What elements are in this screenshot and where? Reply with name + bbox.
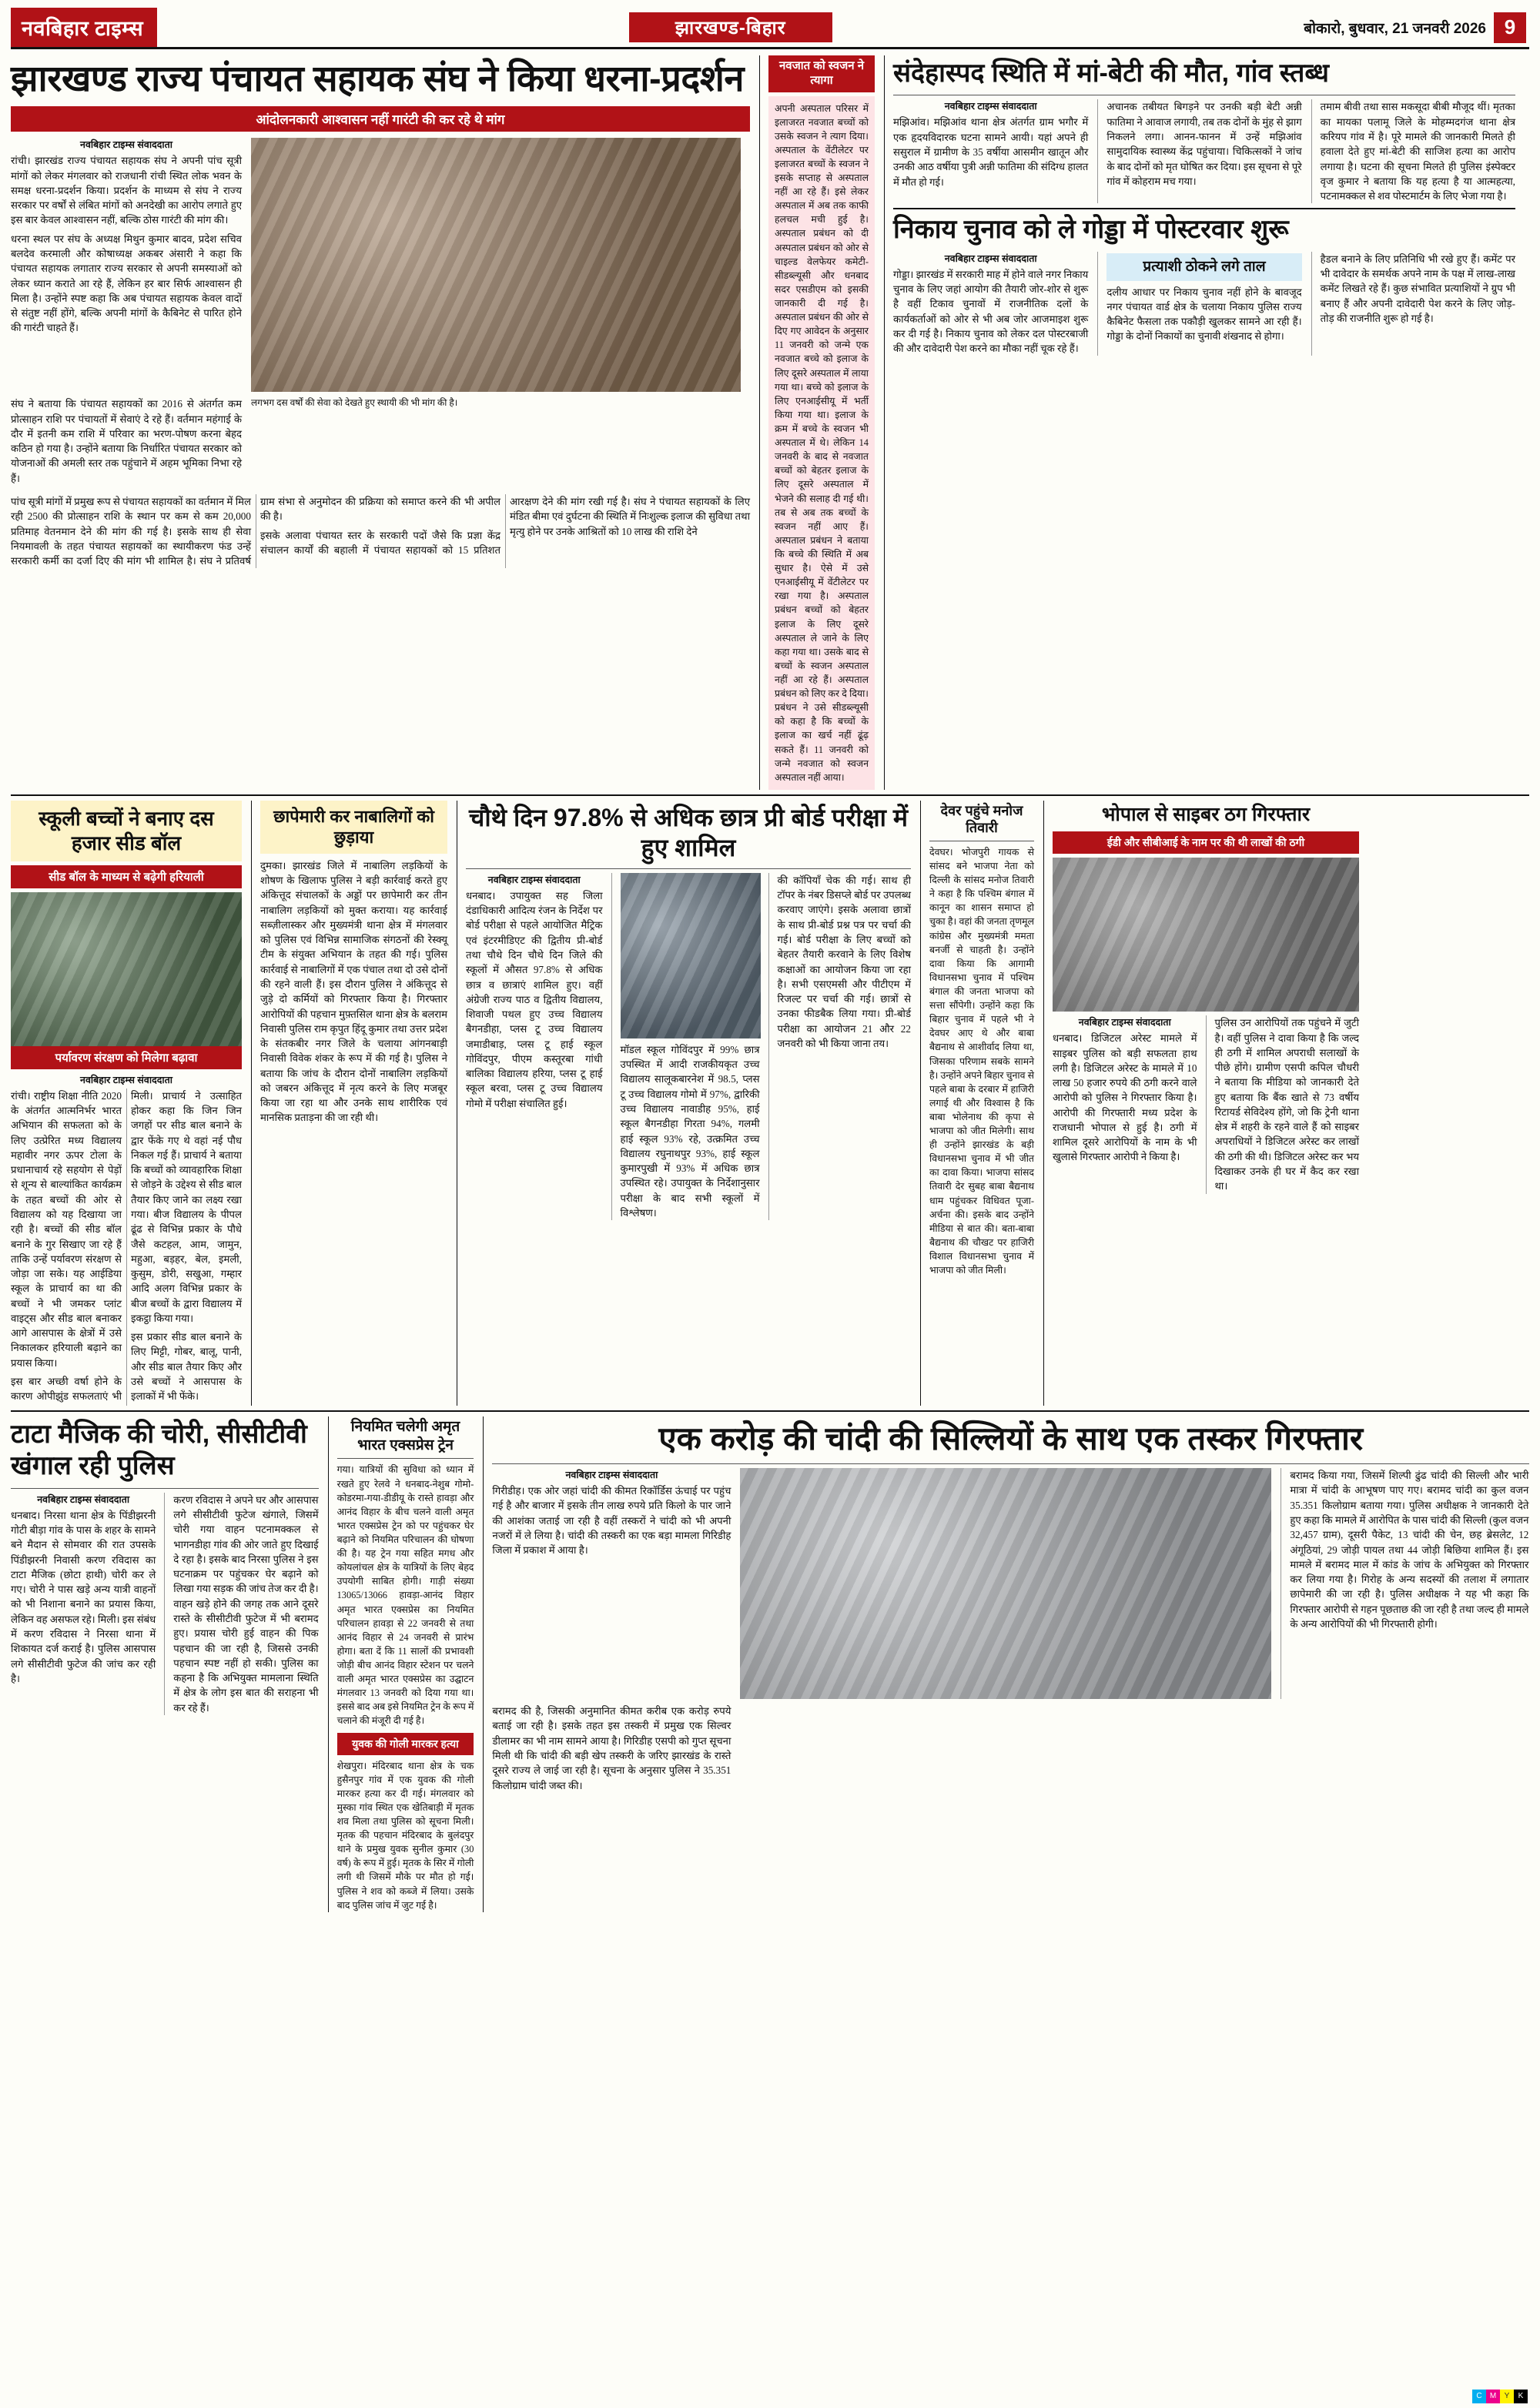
murder-headline: युवक की गोली मारकर हत्या (337, 1733, 474, 1755)
train-body: गया। यात्रियों की सुविधा को ध्यान में रखते हुए रेलवे ने धनबाद-नेशुब गोमो-कोडरमा-गया-डीडीयू के रास्ते हावड़ा और आनंद विहार के बीच चलने वाली अमृत भारत एक्सप्रेस ट्रेन को पर पहुंचकर घेर बढ़ाने को नियमित परिचालन की घोषणा की है। यह ट्रेन गया सहित मगध और कोयलांचल क्षेत्र के यात्रियों के लिए बेहद उपयोगी साबित होगी। गाड़ी संख्या 13065/13066 हावड़ा-आनंद विहार अमृत भारत एक्सप्रेस का नियमित परिचालन हावड़ा से 22 जनवरी से तथा आनंद विहार से 24 जनवरी से प्रारंभ होगा। बता दें कि 11 सालों की प्रभावशी जोड़ी बीच आनंद विहार स्टेशन पर चलने वाली अमृत भारत एक्सप्रेस का उद्घाटन मंगलवार 13 जनवरी को दिया गया था। इससे बाद अब इसे नियमित ट्रेन के रूप में चलाने की मंजूरी दी गई है। (336, 1464, 474, 1727)
lead-story (11, 55, 750, 790)
zone-bottom (11, 1416, 1529, 1912)
story-raid-minors (251, 801, 447, 1406)
story-preboard-exam (457, 801, 911, 1406)
silver-headline: एक करोड़ की चांदी की सिल्लियों के साथ एक तस्कर गिरफ्तार (658, 1420, 1364, 1457)
cyber-col-1: धनबाद। डिजिटल अरेस्ट मामले में साइबर पुलिस को बड़ी सफलता हाथ लगी है। डिजिटल अरेस्ट के मामले में 10 लाख 50 हजार रुपये की ठगी करने वाले आरोपी को पुलिस ने गिरफ्तार किया है। आरोपी की गिरफ्तारी मध्य प्रदेश के राजधानी भोपाल से हुई है। ठगी में शामिल दूसरे आरोपियों के नाम के भी खुलासे गिरफ्तार आरोपी ने किया है। (1053, 1032, 1197, 1163)
lead-photo (251, 138, 741, 392)
raid-headline: छापेमारी कर नाबालिगों को छुड़ाया (273, 806, 434, 848)
preboard-headline: चौथे दिन 97.8% से अधिक छात्र प्री बोर्ड परीक्षा में हुए शामिल (469, 803, 908, 861)
lead-para-1: रांची। झारखंड राज्य पंचायत सहायक संघ ने अपनी पांच सूत्री मांगों को लेकर मंगलवार को राजधानी रांची स्थित लोक भवन के समक्ष धरना-प्रदर्शन किया। प्रदर्शन के माध्यम से संघ ने राज्य सरकार पर वर्षों से लंबित मांगों को अनदेखी का आरोप लगाते हुए इस बार केवल आश्वासन नहीं, बल्कि ठोस गारंटी की मांग की। (11, 155, 242, 226)
color-registration-bar (1472, 2390, 1528, 2403)
masthead-right (1304, 8, 1529, 47)
cyber-headline: भोपाल से साइबर ठग गिरफ्तार (1101, 803, 1311, 825)
lead-headline: झारखण्ड राज्य पंचायत सहायक संघ ने किया धरना-प्रदर्शन (11, 58, 744, 99)
masthead (11, 8, 1529, 49)
seed-col-2: इस बार अच्छी वर्षा होने के कारण ओपीझुंड सफलताएं भी मिली। प्राचार्य ने उत्साहित होकर कहा कि जिन जिन जगहों पर सीड बाल बनाने के द्वार फेंके गए थे वहां नई पौध निकल गई हैं। प्राचार्य ने बताया कि बच्चों को व्यावहारिक शिक्षा से जोड़ने के उद्देश्य से सीड बाल तैयार किए जाने का लक्ष्य रखा गया। बीज विद्यालय के पीपल ढूंढ से विभिन्न प्रकार के पौधे जैसे कटहल, आम, जामुन, महुआ, बड़हर, बेल, इमली, कुसुम, डोरी, सखुआ, गम्हार आदि अलग विभिन्न प्रकार के बीज बच्चों के द्वारा विद्यालय में इकट्ठा किया गया। (11, 1089, 242, 1403)
cyber-col-2: पुलिस उन आरोपियों तक पहुंचने में जुटी है। वहीं पुलिस ने दावा किया है कि जल्द ही ठगी में शामिल अपराधी सलाखों के पीछे होंगे। ग्रामीण एसपी कपिल चौधरी ने बताया कि मीडिया को जानकारी देते हुए बताया कि बैंक खाते से 73 वर्षीय रिटायर्ड सेविदेश्य होंगे, जो कि ट्रेनी थाना क्षेत्र में शहरी के रहने वाले हैं को साइबर अपराधियों ने डिजिटल अरेस्ट कर लाखों की ठगी की थी। डिजिटल अरेस्ट कर भय दिखाकर उनके ही घर में कैद कर रखा था। (1214, 1017, 1359, 1192)
story-mother-daughter-death (884, 55, 1515, 790)
silver-col-3: बरामद किया गया, जिसमें शिल्पी ढुंढ चांदी की सिल्ली और भारी मात्रा में चांदी के आभूषण पाए गए। बरामद चांदी का कुल वजन 35.351 किलोग्राम बताया गया। पुलिस अधीक्षक ने जानकारी देते हुए कहा कि मामले में आरोपित के पास चांदी की सिल्ली (कुल वजन 32,457 ग्राम), दूसरी पैकेट, 13 चांदी की चेन, छह ब्रेसलेट, 12 अंगूठियां, 29 जोड़ी पायल तथा 44 जोड़ी बिछिया शामिल हैं। इस मामले में बरामद माल में कांड के जांच के अभियुक्त को गिरफ्तार कर लिया गया है। गिरोह के अन्य सदस्यों की तलाश में लगातार छापेमारी की जा रही है। पुलिस अधीक्षक ने यह भी कहा कि गिरफ्तार आरोपी से गहन पूछताछ की जा रही है तथा जल्द ही मामले के अन्य आरोपियों की भी गिरफ्तारी होगी। (1290, 1470, 1529, 1630)
mother-daughter-headline: संदेहास्पद स्थिति में मां-बेटी की मौत, गांव स्तब्ध (893, 59, 1329, 88)
publication-date: बोकारो, बुधवार, 21 जनवरी 2026 (1304, 20, 1486, 37)
lead-para-5: इसके अलावा पंचायत स्तर के सरकारी पदों जैसे कि प्रज्ञा केंद्र संचालन कार्यों की बहाली में पंचायत सहायकों को 15 प्रतिशत आरक्षण देने की मांग रखी गई है। संघ ने पंचायत सहायकों के लिए मंडित बीमा एवं दुर्घटना की स्थिति में निःशुल्क इलाज की सुविधा तथा मृत्यु होने पर उनके आश्रितों को 10 लाख की राशि देने (260, 495, 750, 556)
seed-caption-bar: पर्यावरण संरक्षण को मिलेगा बढ़ावा (11, 1046, 242, 1069)
story-amrit-bharat-train (328, 1416, 474, 1912)
raid-headline-box (260, 801, 447, 854)
nikay-blue-head: प्रत्याशी ठोकने लगे ताल (1106, 253, 1301, 281)
raid-body: दुमका। झारखंड जिले में नाबालिग लड़कियों के शोषण के खिलाफ पुलिस ने बड़ी कार्रवाई करते हुए अंकित्तूद संचालकों के अड्डों पर छापेमारी कर तीन नाबालिग लड़कियों को मुक्त कराया। यह कार्रवाई सब्ज़ीलास्कर और मुख्यमंत्री थाना क्षेत्र में मंगलवार को पुलिस एवं विभिन्न सामाजिक संगठनों की रेस्क्यू टीम के संयुक्त अभियान के तहत की गई। पुलिस कार्रवाई से नाबालिगों में एक पंचाल तथा दो उसे दोनों की रहने वाली हैं। इस दौरान पुलिस ने अंकित्तूद से जुड़े दो कर्मियों को गिरफ्तार किया है। गिरफ्तार आरोपियों की पहचान मुफ़्तसिल थाना क्षेत्र के बलराम निवासी पुलिस राम कृपुत हिंदू कुमार तथा उत्तर प्रदेश के संतकबीर नगर जिले के चलाया आंगनबाड़ी निवासी विवेक शंकर के रूप में की गई है। पुलिस ने बताया कि जांच के दौरान दोनों नाबालिग लड़कियों को जबरन अंकित्तूद में नृत्य करने के लिए मजबूर किया जा रहा था और उनके साथ शारीरिक एवं मानसिक प्रताड़ना की जा रही थी। (260, 859, 447, 1124)
nikay-col-3: हैडल बनाने के लिए प्रतिनिधि भी रखे हुए हैं। कमेंट पर भी दावेदार के समर्थक अपने नाम के पक्ष में लाख-लाख कमेंट लिखते रहे हैं। कुछ संभावित प्रत्याशियों ने ग्रुप भी बनाए हैं और अपनी दावेदारी पेश करने के लिए जोड़-तोड़ की राजनीति शुरू हो गई है। (1320, 253, 1515, 324)
newborn-headline: नवजात को स्वजन ने त्यागा (768, 55, 875, 92)
lead-para-3: संघ ने बताया कि पंचायत सहायकों का 2016 से अंतर्गत कम प्रोत्साहन राशि पर पंचायतों में सेवाएं दे रहे हैं। वर्तमान महंगाई के दौर में इतनी कम राशि में परिवार का भरण-पोषण करना बेहद कठिन हो गया है। उन्होंने बताया कि निर्धारित पंचायत सरकार को योजनाओं की अमली स्तर तक पहुंचाने में अहम भूमिका निभा रहे हैं। (11, 398, 242, 484)
story-manoj-tiwari (920, 801, 1034, 1406)
preboard-byline: नवबिहार टाइम्स संवाददाता (487, 874, 581, 885)
color-swatch-c: C (1472, 2390, 1486, 2403)
tata-col-2: करण रविदास ने अपने घर और आसपास लगे सीसीटीवी फुटेज खंगाले, जिसमें चोरी गया वाहन पटनामक्कल से भागनडीहा गांव की ओर जाते हुए दिखाई दे रहा है। इसके बाद निरसा पुलिस ने इस घटनाक्रम पर पहुंचकर घेर बढ़ाने को लिखा गया सड़क की जांच तेज कर दी है। वाहन खड़े होने की जगह तक आने दूसरे रास्ते के सीसीटीवी फुटेज में भी बरामद हुए। प्रयास चोरी हुई वाहन की पिक पहचान की जा रही है, जिससे उनकी पहचान स्पष्ट नहीं हो सकी। पुलिस का कहना है कि अभियुक्त मामलाना स्थिति में क्षेत्र के लोग इस बात की सराहना भी कर रहे हैं। (173, 1493, 319, 1714)
seed-redbar: सीड बॉल के माध्यम से बढ़ेगी हरियाली (11, 865, 242, 888)
murder-body: शेखपुरा। मंदिरबाद थाना क्षेत्र के चक हुसैनपुर गांव में एक युवक की गोली मारकर हत्या कर दी गई। मंगलवार को मुस्का गांव स्थित एक खेतिबाड़ी में मृतक शव मिला तथा पुलिस को सूचना मिली। मृतक की पहचान मंदिरबाद के बुलंदपुर थाने के प्रमुख युवक सुनील कुमार (30 वर्ष) के रूप में हुई। मृतक के सिर में गोली लगी थी जिसमें मौके पर मौत हो गई। पुलिस ने शव को कब्जे में लिया। उसके बाद पुलिस जांच में जुट गई है। (336, 1760, 474, 1911)
story-silver-smuggler (483, 1416, 1529, 1912)
tata-byline: नवबिहार टाइम्स संवाददाता (37, 1493, 130, 1505)
story-nikay-election (893, 214, 1515, 356)
silver-col-2: बरामद की है, जिसकी अनुमानित कीमत करीब एक करोड़ रुपये बताई जा रही है। इसके तहत इस तस्करी में प्रमुख एक सिल्वर डीलामर का भी नाम सामने आया है। गिरिडीह एसपी को गुप्त सूचना मिली थी कि चांदी की बड़ी खेप तस्करी के जरिए झारखंड के रास्ते दूसरे राज्य ले जाई जा रही है। सूचना के अनुसार पुलिस ने 35.351 किलोग्राम चांदी जब्त की। (492, 1705, 732, 1791)
color-swatch-k: K (1514, 2390, 1528, 2403)
newspaper-logo: नवबिहार टाइम्स (11, 8, 157, 47)
preboard-col-2: मॉडल स्कूल गोविंदपुर में 99% छात्र उपस्थित में आदी राजकीयकृत उच्च विद्यालय सालूकबारनेश में 98.5, प्लस टू उच्च विद्यालय गोमो में 97%, द्वारिकी उच्च विद्यालय नावाडीह 95%, हाई स्कूल बैगनडीहा गिरता 94%, गलमी हाई स्कूल 93% रहे, उत्क्रमित उच्च विद्यालय रघुनाथपुर 93%, हाई स्कूल कुमारपुखी में 93% में अधिक छात्र उपस्थित रहे। उपायुक्त के निर्देशानुसार परीक्षा के बाद सभी स्कूलों में विश्लेषण। (620, 1043, 760, 1219)
cyber-redbar: ईडी और सीबीआई के नाम पर की थी लाखों की ठगी (1053, 831, 1359, 854)
preboard-col-3: की कॉपियाँ चेक की गई। साथ ही टॉपर के नंबर डिसप्ले बोर्ड पर उपलब्ध करवाए जाएंगे। इसके अलावा छात्रों के साथ प्री-बोर्ड प्रश्न पत्र पर चर्चा की गई। बोर्ड परीक्षा के लिए बच्चों को बेहतर तैयारी करवाने के लिए विशेष कक्षाओं का आयोजन किया जा रहा है। सभी एसएमसी और पीटीएम में रिजल्ट पर चर्चा की गई। छात्रों से उनका फीडबैक लिया गया। प्री-बोर्ड परीक्षा का आयोजन 21 और 22 जनवरी को भी किया जाना तय। (777, 874, 911, 1049)
color-swatch-m: M (1486, 2390, 1500, 2403)
train-headline: नियमित चलेगी अमृत भारत एक्सप्रेस ट्रेन (350, 1418, 460, 1453)
nikay-col-1: गोड्डा। झारखंड में सरकारी माह में होने वाले नगर निकाय चुनाव के लिए जहां आयोग की तैयारी जोर-शोर से शुरू है वहीं टिकाव चुनावों में राजनीतिक दलों के कार्यकर्ताओं को ओर से भी अब जोर आजमाइश शुरू कर दी गई है। निकाय चुनाव को लेकर दल पोस्टरबाजी की और दावेदारी पेश करने का मौका नहीं चूक रहे हैं। (893, 268, 1089, 355)
page-number: 9 (1494, 12, 1526, 43)
color-swatch-y: Y (1500, 2390, 1514, 2403)
manoj-body: देवघर। भोजपुरी गायक से सांसद बने भाजपा नेता को दिल्ली के सांसद मनोज तिवारी ने कहा है कि पश्चिम बंगाल में कानून का शासन समाप्त हो चुका है। वहां की जनता तृणमूल कांग्रेस और मुख्यमंत्री ममता बनर्जी से चाहती है। उन्होंने दावा किया कि आगामी विधानसभा चुनाव में पश्चिम बंगाल की जनता भाजपा को सत्ता सौंपेगी। उन्होंने कहा कि बिहार चुनाव में पहले भी ने देवघर आए थे और बाबा बैद्यनाथ से आशीर्वाद लिया था, जिसका परिणाम सबके सामने है। उन्होंने अपने बिहार चुनाव से पहले बाबा के दरबार में हाजिरी लगाई थी और विश्वास है कि बाबा भोलेनाथ की कृपा से भाजपा को जीत मिलेगी। साथ ही उन्होंने झारखंड के बड़ी विधानसभा चुनाव में भी जीत का दावा किया। भाजपा सांसद तिवारी देर सुबह बाबा बैद्यनाथ धाम पहुंचकर विधिवत पूजा-अर्चना की। इसके बाद उन्होंने मीडिया से बात की। बता-बाबा बैद्यनाथ की चौखट पर हाजिरी विशाल विधानसभा चुनाव में भाजपा को जीत मिली। (929, 846, 1034, 1276)
nikay-headline: निकाय चुनाव को ले गोड्डा में पोस्टरवार शुरू (893, 215, 1289, 245)
seed-col-3: इस प्रकार सीड बाल बनाने के लिए मिट्टी, गोबर, बालू, पानी, और सीड बाल तैयार किए और उसे बच्चों ने आसपास के इलाकों में भी फेंके। (131, 1331, 242, 1403)
seed-headline: स्कूली बच्चों ने बनाए दस हजार सीड बॉल (38, 806, 214, 855)
newborn-body: अपनी अस्पताल परिसर में इलाजरत नवजात बच्चों को उसके स्वजन ने त्याग दिया। अस्पताल के वेंटीलेटर पर इलाजरत बच्चों के स्वजन ने इसके सप्ताह से अस्पताल नहीं आ रहे हैं। इसे लेकर अस्पताल में अब तक काफी हलचल मची हुई है। अस्पताल प्रबंधन को दी अस्पताल प्रबंधन को ओर से चाइल्ड वेलफेयर कमेटी- सीडब्ल्यूसी और धनबाद सदर एसडीएम को इसकी जानकारी दी गई है। अस्पताल प्रबंधन की ओर से दिए गए आवेदन के अनुसार 11 जनवरी को जन्मे एक नवजात बच्चे को इलाज के लिए दूसरे अस्पताल में लाया गया था। बच्चे को इलाज के लिए एनआईसीयू में भर्ती किया गया था। इलाज के क्रम में बच्चे के स्वजन भी अस्पताल में थे। लेकिन 14 जनवरी के बाद से नवजात बच्चों को बेहतर इलाज के लिए दूसरे अस्पताल में भेजने की सलाह दी गई थी। तब से अब तक बच्चों के स्वजन नहीं आए हैं। अस्पताल प्रबंधन ने बताया कि बच्चे की स्थिति में अब सुधार है। ऐसे में उसे एनआईसीयू में वेंटीलेटर पर रखा गया है। अस्पताल प्रबंधन बच्चों को बेहतर इलाज के लिए दूसरे अस्पताल ले जाने के लिए कहा गया था। उसके बाद से बच्चों के स्वजन अस्पताल नहीं आ रहे हैं। अस्पताल प्रबंधन को लिए कर दे दिया। प्रबंधन ने उसे सीडब्ल्यूसी को कहा है कि बच्चों के इलाज का खर्च नहीं ढूंढ़ सकते हैं। 11 जनवरी को जन्मे नवजात को स्वजन अस्पताल नहीं आया। (768, 96, 875, 790)
silver-photo (740, 1468, 1271, 1699)
mother-daughter-col-2: अचानक तबीयत बिगड़ने पर उनकी बड़ी बेटी अन्नी फातिमा ने आवाज लगायी, तब तक दोनों के मुंह से झाग निकलने लगा। आनन-फानन में उन्हें मझिआंव सामुदायिक स्वास्थ्य केंद्र पहुंचाया। चिकित्सकों ने जांच के बाद दोनों को मृत घोषित कर दिया। इस सूचना से पूरे गांव में कोहराम मच गया। (1106, 101, 1302, 187)
tata-col-1: धनबाद। निरसा थाना क्षेत्र के पिंडीझरनी गोटी बीड़ा गांव के पास के शहर के सामने बने मैदान से सोमवार की रात उपसके पिंडीझरनी निवासी करण रविदास का टाटा मैजिक (छोटा हाथी) चोरी कर ले गए। चोरी ने पास खड़े अन्य यात्री वाहनों को भी निशाना बनाने का प्रयास किया, लेकिन वह असफल रहे। मिली। इस संबंध में करण रविदास ने निरसा थाना में शिकायत दर्ज कराई है। पुलिस आसपास लगे सीसीटीवी फुटेज की जांच कर रही है। (11, 1509, 156, 1684)
seed-byline: नवबिहार टाइम्स संवाददाता (80, 1074, 172, 1085)
lead-subbar: आंदोलनकारी आश्वासन नहीं गारंटी की कर रहे थे मांग (11, 106, 750, 132)
seed-headline-box (11, 801, 242, 861)
seed-photo (11, 892, 242, 1046)
mother-daughter-byline: नवबिहार टाइम्स संवाददाता (944, 101, 1037, 112)
edition-label: झारखण्ड-बिहार (629, 12, 832, 42)
mother-daughter-col-1: मझिआंव। मझिआंव थाना क्षेत्र अंतर्गत ग्राम भगौर में एक हृदयविदारक घटना सामने आयी। यहां अपने ही ससुराल में ग्रामीण के 35 वर्षीया आसमीन खातून और उनकी आठ वर्षीया पुत्री अन्नी फातिमा की संदिग्ध हालत में मौत हो गई। (893, 116, 1089, 188)
story-tata-magic-theft (11, 1416, 319, 1912)
manoj-headline: देवर पहुंचे मनोज तिवारी (940, 802, 1023, 836)
nikay-col-2: दलीय आधार पर निकाय चुनाव नहीं होने के बावजूद नगर पंचायत वार्ड क्षेत्र के चलाया निकाय पुलिस राज्य कैबिनेट फैसला तक पकौड़ी खुलकर सामने आ रही हैं। गोड्डा के दोनों निकायों का चुनावी शंखनाद से होगा। (1106, 286, 1302, 343)
silver-col-1: गिरीडीह। एक ओर जहां चांदी की कीमत रिकॉर्डिस ऊंचाई पर पहुंच गई है और बाजार में इसके तीन लाख रुपये प्रति किलो के पार जाने की आशंका जताई जा रही है वहीं तस्करों ने चांदी को भी अपनी नजरों में ले लिया है। चांदी की तस्करी का एक बड़ा मामला गिरिडीह जिला में प्रकाश में आया है। (492, 1485, 732, 1557)
nikay-byline: नवबिहार टाइम्स संवाददाता (944, 253, 1037, 264)
tata-headline: टाटा मैजिक की चोरी, सीसीटीवी खंगाल रही पुलिस (11, 1419, 307, 1481)
mother-daughter-col-3: तमाम बीवी तथा सास मकसूदा बीबी मौजूद थीं। मृतका का मायका पलामू जिले के मोहम्मदगंज थाना क्षेत्र करियप गांव में है। पूरे मामले की जानकारी मिलते ही हवाला देते हुए मां-बेटी की साजिश हत्या का आरोप लगाया है। घटना की सूचना मिलते ही पुलिस इंस्पेक्टर वृज कुमार ने बताया कि यह हत्या है या आत्महत्या, पटनामक्कल से शव पोस्टमार्टम के लिए भेजा गया है। (1320, 101, 1515, 202)
zone-top (11, 55, 1529, 790)
lead-para-2: धरना स्थल पर संघ के अध्यक्ष मिथुन कुमार बादव, प्रदेश सचिव बलदेव करमाली और कोषाध्यक्ष अकबर अंसारी ने कहा कि पंचायत सहायक लगातार राज्य सरकार से अपनी समस्याओं को लेकर ध्यान कराते आ रहे हैं, लेकिन हर बार सिर्फ आश्वासन ही मिला है। उन्होंने स्पष्ट कहा कि अब पंचायत सहायक केवल वादों से संतुष्ट नहीं होंगे, बल्कि अपनी मांगों के कैबिनेट से पारित होने की गारंटी चाहते हैं। (11, 232, 242, 334)
preboard-photo (621, 873, 761, 1038)
lead-para-4: पांच सूत्री मांगों में प्रमुख रूप से पंचायत सहायकों का वर्तमान में मिल रही 2500 की प्रोत्साहन राशि के स्थान पर कम से कम 20,000 प्रतिमाह वेतनमान देने की मांग की गई है। इसके साथ ही सेवा नियमावली के तहत पंचायत सहायकों का स्थायीकरण फंड उन्हें सरकारी कर्मी का दर्जा दिए की मांग भी शामिल है। संघ ने प्रतिवर्ष ग्राम संभा से अनुमोदन की प्रक्रिया को समाप्त करने की भी अपील की है। (11, 495, 500, 567)
silver-byline: नवबिहार टाइम्स संवाददाता (565, 1470, 658, 1481)
cyber-byline: नवबिहार टाइम्स संवाददाता (1078, 1017, 1171, 1028)
lead-byline: नवबिहार टाइम्स संवाददाता (80, 139, 172, 151)
story-seed-ball (11, 801, 242, 1406)
edition-band (157, 8, 1304, 47)
preboard-col-1: धनबाद। उपायुक्त सह जिला दंडाधिकारी आदित्य रंजन के निर्देश पर बोर्ड परीक्षा से पहले आयोजित मैट्रिक एवं इंटरमीडिएट की द्वितीय प्री-बोर्ड तथा चौथे दिन चौथे दिन जिले की स्कूलों में औसत 97.8% से अधिक छात्र व छात्राएं शामिल हुए। वहीं अंग्रेजी राज्य पाठ व द्वितीय विद्यालय, शिवाजी पथल हुए उच्च विद्यालय बैगनडीहा, प्लस टू उच्च विद्यालय जमाडीबाड़, प्लस टू हाई स्कूल गोविंदपुर, पीएम कस्तूरबा गांधी बालिका विद्यालय हरिया, प्लस टू हाई स्कूल बरवा, प्लस टू उच्च विद्यालय गोमो में परीक्षा संचालित हुई। (466, 889, 603, 1109)
story-cyber-arrest (1043, 801, 1359, 1406)
cyber-photo (1053, 858, 1359, 1012)
lead-photo-caption: लगभग दस वर्षों की सेवा को देखते हुए स्थायी की भी मांग की है। (251, 397, 458, 409)
zone-middle (11, 801, 1529, 1406)
story-newborn-abandoned (759, 55, 875, 790)
seed-col-1: रांची। राष्ट्रीय शिक्षा नीति 2020 के अंतर्गत आत्मनिर्भर भारत अभियान की सफलता को के लिए उत्प्रेरित मध्य विद्यालय महावीर नगर ऊपर टोला के प्रधानाचार्य रहे सहयोग से पेड़ों से शून्य से बाल्यांकित कार्यक्रम के तहत बच्चों की ओर से विद्यालय को यह दिखाया जा रही है। बच्चों की सीड बॉल बनाने के गुर सिखाए जा रहे हैं ताकि उन्हें पर्यावरण संरक्षण से जोड़ा जा सके। यह आईडिया स्कूल के प्राचार्य का था की बच्चों ने भी जमकर प्लांट वाइट्स और सीड बाल बनाकर आगे आसपास के क्षेत्रों में उसे निकालकर हरियाली बढ़ाने का प्रयास किया। (11, 1089, 122, 1369)
